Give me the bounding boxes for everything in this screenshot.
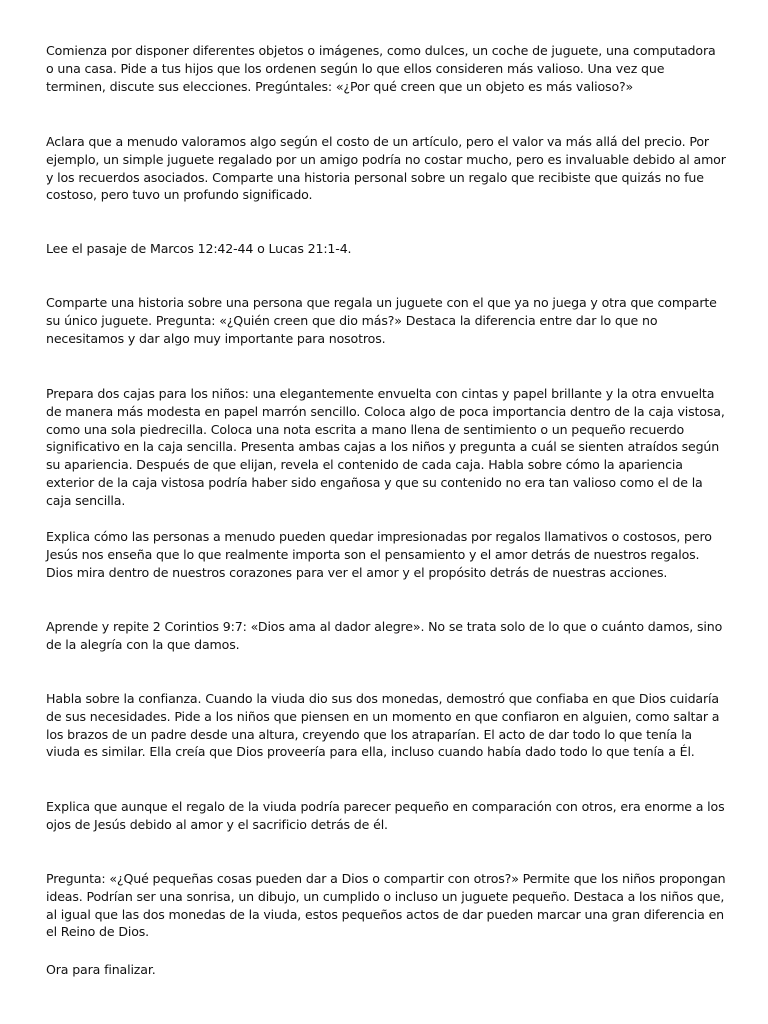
paragraph-10: Pregunta: «¿Qué pequeñas cosas pueden dar a Dios o compartir con otros?» Permite que los niños propongan ideas. Podrían ser una sonrisa, un dibujo, un cumplido o incluso un juguete pequeño. Destaca a los niños que, al igual que las dos monedas de la viuda, estos pequeños actos de dar pueden marcar una gran diferencia en el Reino de Dios. (46, 871, 726, 940)
paragraph-7: Aprende y repite 2 Corintios 9:7: «Dios ama al dador alegre». No se trata solo de lo que o cuánto damos, sino de la alegría con la que damos. (46, 619, 723, 652)
paragraph-6: Explica cómo las personas a menudo pueden quedar impresionadas por regalos llamativos o costosos, pero Jesús nos enseña que lo que realmente importa son el pensamiento y el amor detrás de nuestros regalos. Dios mira dentro de nuestros corazones para ver el amor y el propósito detrás de nuestras acciones. (46, 529, 712, 580)
paragraph-3: Lee el pasaje de Marcos 12:42-44 o Lucas 21:1-4. (46, 241, 352, 256)
paragraph-1: Comienza por disponer diferentes objetos o imágenes, como dulces, un coche de juguete, una computadora o una casa. Pide a tus hijos que los ordenen según lo que ellos consideren más valioso. Una vez que terminen, discute sus elecciones. Pregúntales: «¿Por qué creen que un objeto es más valioso?» (46, 43, 716, 94)
paragraph-4: Comparte una historia sobre una persona que regala un juguete con el que ya no juega y otra que comparte su único juguete. Pregunta: «¿Quién creen que dio más?» Destaca la diferencia entre dar lo que no necesitamos y dar algo muy importante para nosotros. (46, 295, 717, 346)
paragraph-5: Prepara dos cajas para los niños: una elegantemente envuelta con cintas y papel brillante y la otra envuelta de manera más modesta en papel marrón sencillo. Coloca algo de poca importancia dentro de la caja vistosa, como una sola piedrecilla. Coloca una nota escrita a mano llena de sentimiento o un pequeño recuerdo significativo en la caja sencilla. Presenta ambas cajas a los niños y pregunta a cuál se sienten atraídos según su apariencia. Después de que elijan, revela el contenido de cada caja. Habla sobre cómo la apariencia exterior de la caja vistosa podría haber sido engañosa y que su contenido no era tan valioso como el de la caja sencilla. (46, 386, 725, 508)
paragraph-11: Ora para finalizar. (46, 962, 156, 977)
paragraph-2: Aclara que a menudo valoramos algo según el costo de un artículo, pero el valor va más allá del precio. Por ejemplo, un simple juguete regalado por un amigo podría no costar mucho, pero es invaluable debido al amor y los recuerdos asociados. Comparte una historia personal sobre un regalo que recibiste que quizás no fue costoso, pero tuvo un profundo significado. (46, 134, 726, 203)
paragraph-8: Habla sobre la confianza. Cuando la viuda dio sus dos monedas, demostró que confiaba en que Dios cuidaría de sus necesidades. Pide a los niños que piensen en un momento en que confiaron en alguien, como saltar a los brazos de un padre desde una altura, creyendo que los atraparían. El acto de dar todo lo que tenía la viuda es similar. Ella creía que Dios proveería para ella, incluso cuando había dado todo lo que tenía a Él. (46, 691, 720, 760)
paragraph-9: Explica que aunque el regalo de la viuda podría parecer pequeño en comparación con otros, era enorme a los ojos de Jesús debido al amor y el sacrificio detrás de él. (46, 799, 725, 832)
